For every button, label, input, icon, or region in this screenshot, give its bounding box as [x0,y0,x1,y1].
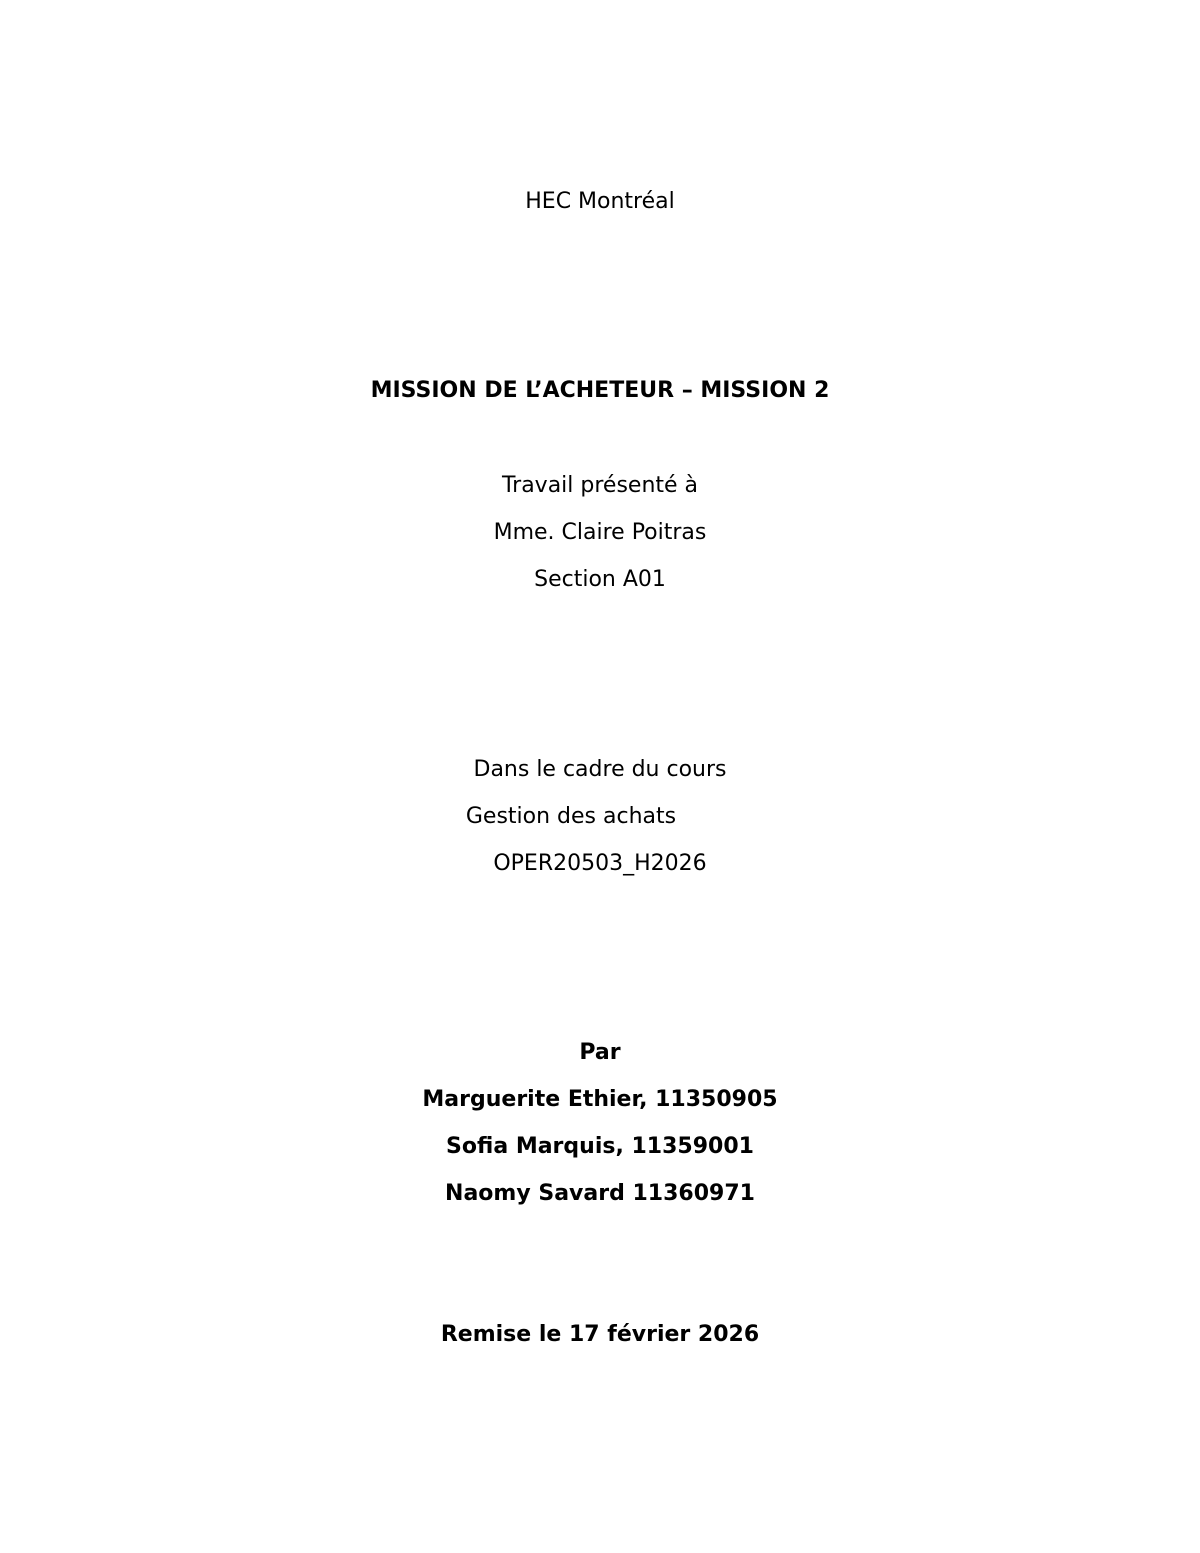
section-label: Section A01 [534,567,666,592]
professor-name: Mme. Claire Poitras [493,520,707,545]
course-intro: Dans le cadre du cours [473,757,727,782]
author-3: Naomy Savard 11360971 [445,1181,755,1206]
author-2: Sofia Marquis, 11359001 [446,1134,754,1159]
author-1: Marguerite Ethier, 11350905 [422,1087,778,1112]
authors-intro: Par [579,1040,621,1065]
document-title: MISSION DE L’ACHETEUR – MISSION 2 [370,378,830,403]
course-code: OPER20503_H2026 [493,851,707,876]
submission-date: Remise le 17 février 2026 [440,1322,760,1347]
course-name: Gestion des achats [465,804,677,829]
presented-to-intro: Travail présenté à [501,473,699,498]
institution-name: HEC Montréal [525,189,675,214]
